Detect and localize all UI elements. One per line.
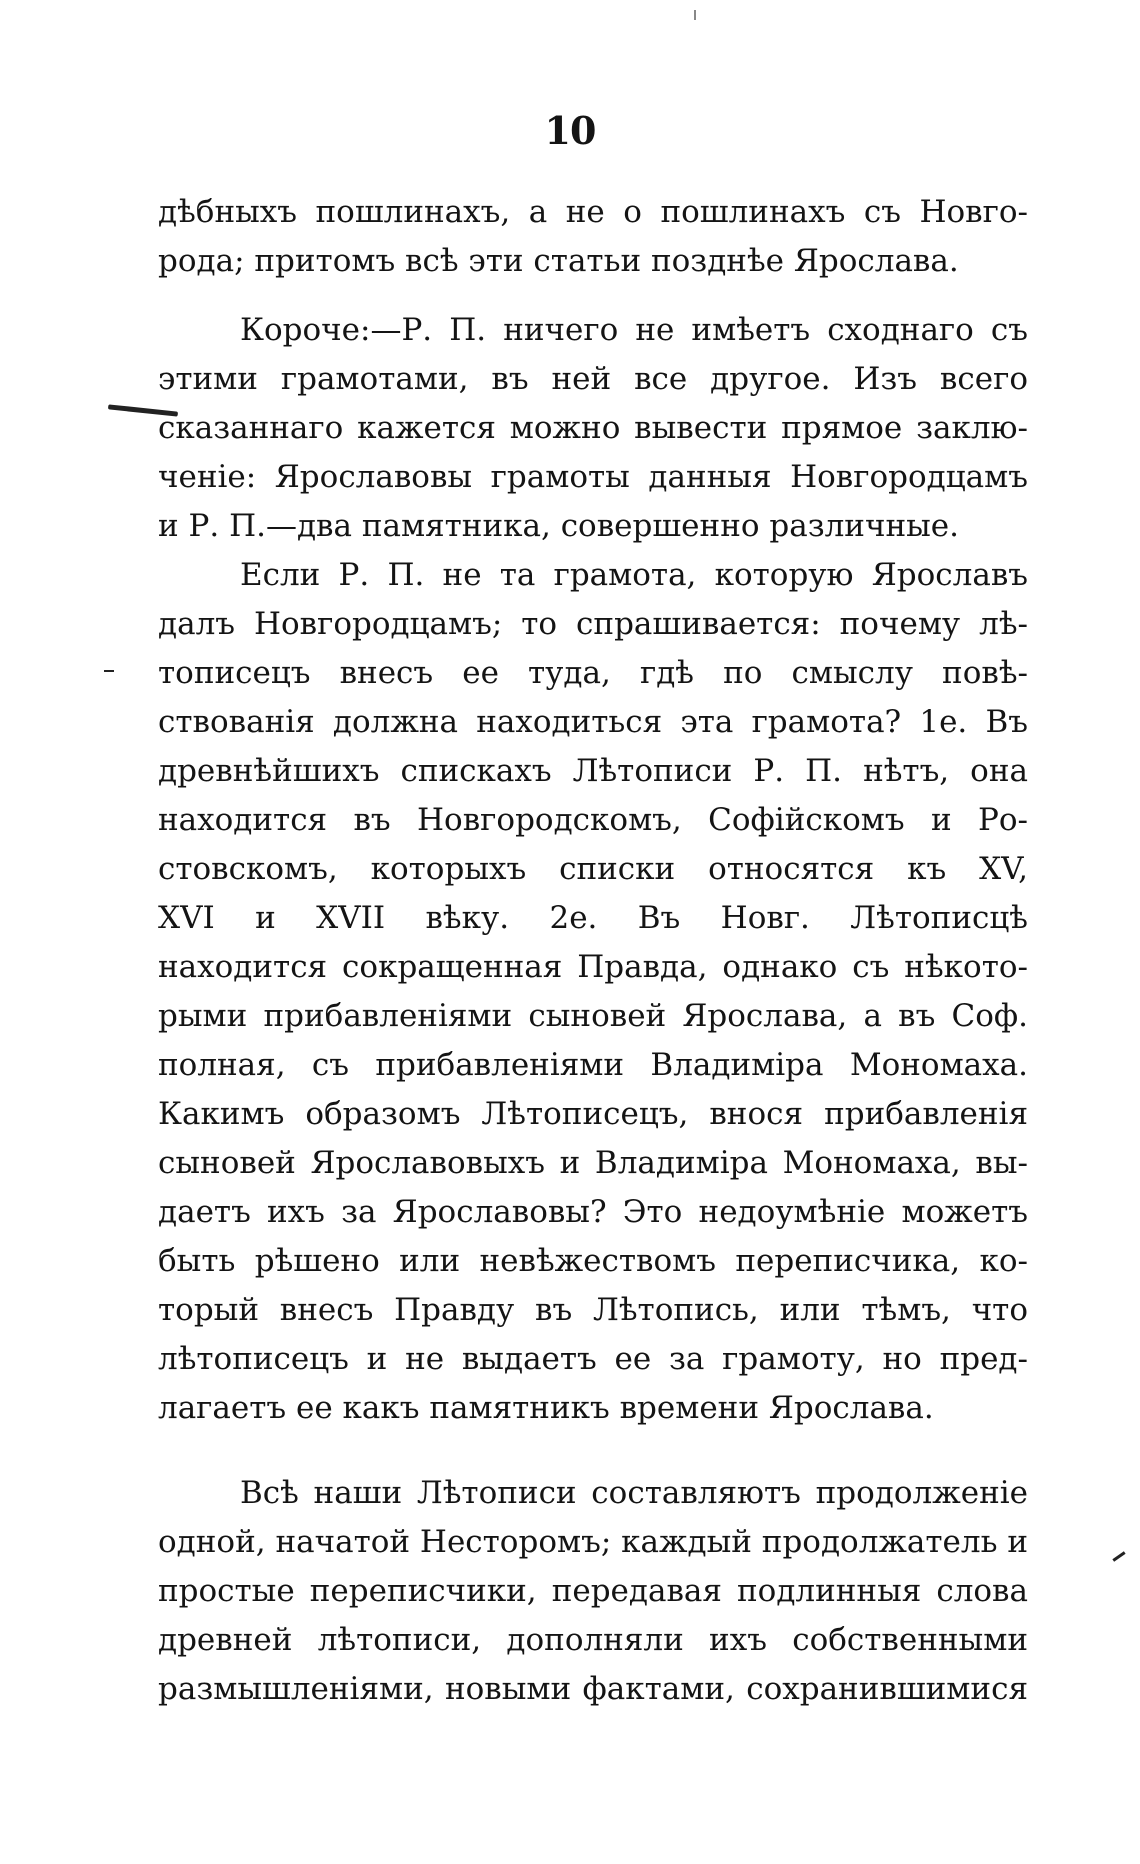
paragraph-gap [158,286,1028,306]
page-number: 10 [544,108,596,153]
text-line: сыновей Ярославовыхъ и Владиміра Мономаха, вы- [158,1145,1028,1181]
margin-dash-mark [104,670,114,672]
text-line: далъ Новгородцамъ; то спрашивается: почему лѣ- [158,606,1028,642]
paragraph-gap [158,1433,1028,1469]
text-line: Если Р. П. не та грамота, которую Ярославъ [240,557,1028,593]
text-line: этими грамотами, въ ней все другое. Изъ всего [158,361,1028,397]
scan-speck [694,10,696,20]
text-line: сказаннаго кажется можно вывести прямое заклю- [158,410,1028,446]
text-line: стовскомъ, которыхъ списки относятся къ XV, [158,851,1028,887]
text-line: находится сокращенная Правда, однако съ нѣкото- [158,949,1028,985]
body-text [158,188,1028,1714]
text-line: рода; притомъ всѣ эти статьи позднѣе Ярослава. [158,243,959,279]
text-line: одной, начатой Несторомъ; каждый продолжатель и [158,1524,1028,1560]
margin-tick-mark [1112,1551,1125,1561]
text-line: размышленіями, новыми фактами, сохранившимися [158,1671,1028,1707]
text-line: лѣтописецъ и не выдаетъ ее за грамоту, но пред- [158,1341,1028,1377]
text-line: рыми прибавленіями сыновей Ярослава, а въ Соф. [158,998,1028,1034]
text-line: и Р. П.—два памятника, совершенно различные. [158,508,959,544]
text-line: дѣбныхъ пошлинахъ, а не о пошлинахъ съ Новго- [158,194,1028,230]
text-line: древней лѣтописи, дополняли ихъ собственными [158,1622,1028,1658]
text-line: ченіе: Ярославовы грамоты данныя Новгородцамъ [158,459,1028,495]
text-line: торый внесъ Правду въ Лѣтопись, или тѣмъ, что [158,1292,1028,1328]
text-line: даетъ ихъ за Ярославовы? Это недоумѣніе можетъ [158,1194,1028,1230]
text-line: лагаетъ ее какъ памятникъ времени Ярослава. [158,1390,934,1426]
text-line: простые переписчики, передавая подлинныя слова [158,1573,1028,1609]
text-line: Всѣ наши Лѣтописи составляютъ продолженіе [240,1475,1028,1511]
text-line: Какимъ образомъ Лѣтописецъ, внося прибавленія [158,1096,1028,1132]
text-line: XVI и XVII вѣку. 2е. Въ Новг. Лѣтописцѣ [158,900,1028,936]
text-line: полная, съ прибавленіями Владиміра Мономаха. [158,1047,1028,1083]
text-line: тописецъ внесъ ее туда, гдѣ по смыслу повѣ- [158,655,1028,691]
text-line: древнѣйшихъ спискахъ Лѣтописи Р. П. нѣтъ, она [158,753,1028,789]
text-line: находится въ Новгородскомъ, Софійскомъ и Ро- [158,802,1028,838]
text-line: быть рѣшено или невѣжествомъ переписчика, ко- [158,1243,1028,1279]
text-line: Короче:—Р. П. ничего не имѣетъ сходнаго съ [240,312,1028,348]
text-line: ствованія должна находиться эта грамота? 1е. Въ [158,704,1028,740]
